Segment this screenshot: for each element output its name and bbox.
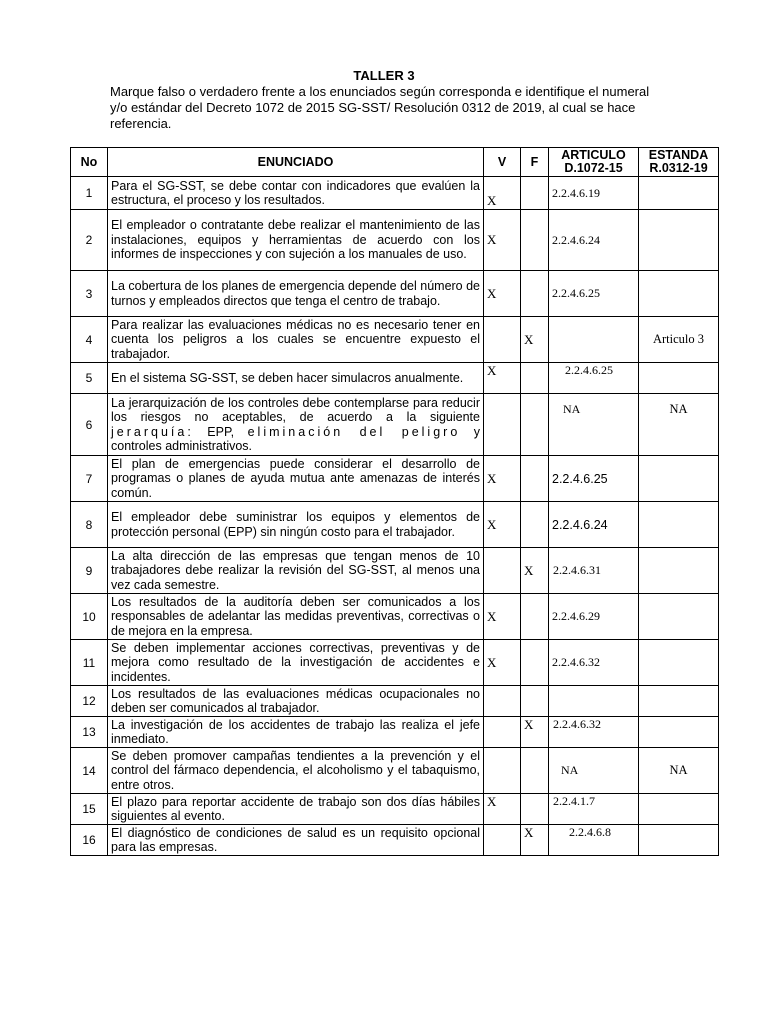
true-mark [484,686,521,717]
table-header-row [71,148,719,177]
table-row [71,794,719,825]
exercise-table [70,147,719,856]
statement-cell: El plazo para reportar accidente de trabajo son dos días hábiles siguientes al evento. [108,794,484,825]
row-number: 6 [71,394,108,456]
statement-part: y controles administrativos. [111,424,480,453]
article-cell: 2.2.4.6.32 [549,717,639,748]
row-number: 16 [71,825,108,856]
true-mark [484,317,521,363]
article-cell: 2.2.4.6.29 [549,594,639,640]
row-number: 10 [71,594,108,640]
article-cell: 2.2.4.1.7 [549,794,639,825]
true-mark: X [484,271,521,317]
false-mark [521,502,549,548]
false-mark: X [521,317,549,363]
true-mark: X [484,456,521,502]
table-row [71,177,719,210]
table-row [71,363,719,394]
article-cell: 2.2.4.6.32 [549,640,639,686]
true-mark: X [484,502,521,548]
statement-cell: Para el SG-SST, se debe contar con indicadores que evalúen la estructura, el proceso y los resultados. [108,177,484,210]
row-number: 11 [71,640,108,686]
article-cell: 2.2.4.6.24 [549,502,639,548]
statement-cell: La cobertura de los planes de emergencia depende del número de turnos y empleados directos que tenga el centro de trabajo. [108,271,484,317]
header-statement: ENUNCIADO [108,148,484,177]
table-row [71,748,719,794]
table-row [71,825,719,856]
standard-cell [639,210,719,271]
article-cell: 2.2.4.6.25 [549,363,639,394]
article-cell [549,317,639,363]
statement-cell: La investigación de los accidentes de trabajo las realiza el jefe inmediato. [108,717,484,748]
row-number: 3 [71,271,108,317]
row-number: 2 [71,210,108,271]
true-mark: X [484,210,521,271]
header-standard-line1: ESTANDA [648,148,709,162]
standard-cell [639,686,719,717]
true-mark [484,748,521,794]
true-mark: X [484,363,521,394]
false-mark [521,363,549,394]
statement-part: La jerarquización de los controles debe contemplarse para reducir los riesgos no aceptables, de acuerdo a la siguiente [111,395,480,424]
statement-cell: Se deben promover campañas tendientes a la prevención y el control del fármaco dependencia, el alcoholismo y el tabaquismo, entre otros. [108,748,484,794]
false-mark [521,794,549,825]
header-true: V [484,148,521,177]
standard-cell [639,548,719,594]
instructions-paragraph: Marque falso o verdadero frente a los enunciados según corresponda e identifique el numeral y/o estándar del Decreto 1072 de 2015 SG-SST/ Resolución 0312 de 2019, al cual se hace referencia. [110,84,650,131]
statement-cell: El diagnóstico de condiciones de salud es un requisito opcional para las empresas. [108,825,484,856]
article-cell [549,686,639,717]
article-cell: NA [549,394,639,456]
standard-cell [639,825,719,856]
article-cell: 2.2.4.6.24 [549,210,639,271]
true-mark [484,548,521,594]
table-row [71,548,719,594]
table-row [71,640,719,686]
false-mark [521,640,549,686]
article-cell: NA [549,748,639,794]
statement-cell: El empleador o contratante debe realizar el mantenimiento de las instalaciones, equipos y herramientas de acuerdo con los informes de inspecciones y con sujeción a los manuales de uso. [108,210,484,271]
statement-cell: Los resultados de las evaluaciones médicas ocupacionales no deben ser comunicados al trabajador. [108,686,484,717]
header-article [549,148,639,177]
standard-cell [639,794,719,825]
row-number: 7 [71,456,108,502]
false-mark: X [521,825,549,856]
row-number: 14 [71,748,108,794]
row-number: 4 [71,317,108,363]
table-row [71,502,719,548]
false-mark: X [521,717,549,748]
statement-cell: Se deben implementar acciones correctivas, preventivas y de mejora como resultado de la investigación de accidentes e incidentes. [108,640,484,686]
table-row [71,271,719,317]
row-number: 13 [71,717,108,748]
statement-cell: El plan de emergencias puede considerar el desarrollo de programas o planes de ayuda mutua ante amenazas de interés común. [108,456,484,502]
false-mark [521,456,549,502]
table-row [71,394,719,456]
article-cell: 2.2.4.6.8 [549,825,639,856]
table-row [71,686,719,717]
false-mark [521,394,549,456]
standard-cell: NA [639,394,719,456]
false-mark [521,594,549,640]
false-mark [521,210,549,271]
true-mark: X [484,177,521,210]
header-article-line2: D.1072-15 [564,161,623,175]
false-mark [521,686,549,717]
true-mark [484,394,521,456]
row-number: 8 [71,502,108,548]
standard-cell [639,363,719,394]
statement-cell: Los resultados de la auditoría deben ser comunicados a los responsables de adelantar las medidas preventivas, correctivas o de mejora en la empresa. [108,594,484,640]
row-number: 1 [71,177,108,210]
article-cell: 2.2.4.6.25 [549,456,639,502]
standard-cell [639,177,719,210]
header-standard-line2: R.0312-19 [649,161,708,175]
false-mark [521,748,549,794]
true-mark [484,717,521,748]
statement-part: EPP, [193,424,248,439]
standard-cell: NA [639,748,719,794]
row-number: 5 [71,363,108,394]
standard-cell [639,502,719,548]
table-row [71,594,719,640]
header-standard [639,148,719,177]
false-mark [521,271,549,317]
row-number: 9 [71,548,108,594]
true-mark: X [484,640,521,686]
table-row [71,717,719,748]
row-number: 12 [71,686,108,717]
document-title: TALLER 3 [353,68,415,83]
true-mark: X [484,594,521,640]
table-row [71,317,719,363]
statement-part: eliminación del peligro [247,424,461,439]
article-cell: 2.2.4.6.31 [549,548,639,594]
false-mark: X [521,548,549,594]
header-no: No [71,148,108,177]
statement-cell: En el sistema SG-SST, se deben hacer simulacros anualmente. [108,363,484,394]
header-false: F [521,148,549,177]
statement-cell [108,394,484,456]
table-row [71,210,719,271]
statement-part: jerarquía: [111,424,194,439]
statement-cell: El empleador debe suministrar los equipos y elementos de protección personal (EPP) sin ningún costo para el trabajador. [108,502,484,548]
article-cell: 2.2.4.6.19 [549,177,639,210]
article-cell: 2.2.4.6.25 [549,271,639,317]
statement-cell: La alta dirección de las empresas que tengan menos de 10 trabajadores debe realizar la revisión del SG-SST, al menos una vez cada semestre. [108,548,484,594]
false-mark [521,177,549,210]
standard-cell [639,640,719,686]
standard-cell [639,456,719,502]
header-article-line1: ARTICULO [561,148,626,162]
row-number: 15 [71,794,108,825]
statement-cell: Para realizar las evaluaciones médicas no es necesario tener en cuenta los peligros a los cuales se encuentre expuesto el trabajador. [108,317,484,363]
standard-cell: Articulo 3 [639,317,719,363]
table-row [71,456,719,502]
standard-cell [639,271,719,317]
true-mark: X [484,794,521,825]
standard-cell [639,717,719,748]
standard-cell [639,594,719,640]
true-mark [484,825,521,856]
